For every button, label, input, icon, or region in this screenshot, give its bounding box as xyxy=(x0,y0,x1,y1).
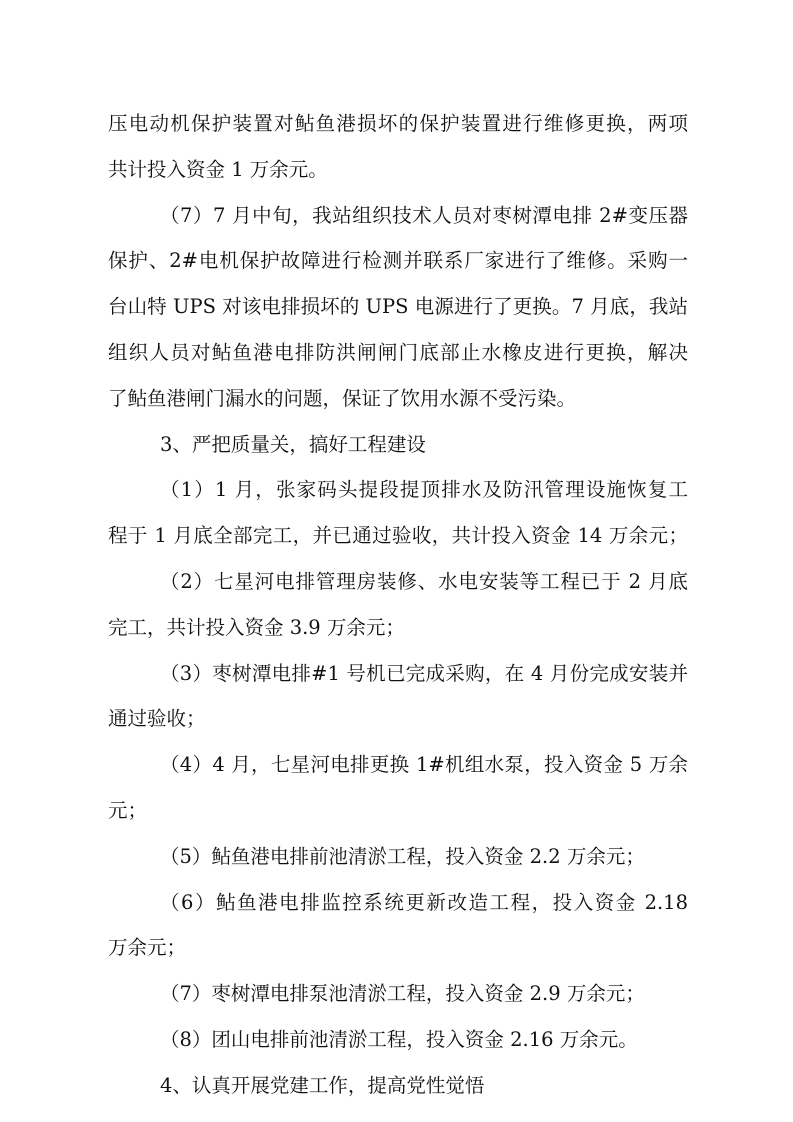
paragraph-line: 万余元； xyxy=(108,936,187,960)
paragraph-line: 台山特 UPS 对该电排损坏的 UPS 电源进行了更换。7 月底，我站 xyxy=(108,295,688,319)
paragraph-line: （7）枣树潭电排泵池清淤工程，投入资金 2.9 万余元； xyxy=(160,982,645,1006)
paragraph-line: （7）7 月中旬，我站组织技术人员对枣树潭电排 2#变压器 xyxy=(160,203,688,227)
paragraph-line: 压电动机保护装置对鲇鱼港损坏的保护装置进行维修更换，两项 xyxy=(108,112,688,135)
paragraph-line: 程于 1 月底全部完工，并已通过验收，共计投入资金 14 万余元； xyxy=(108,524,688,548)
section-heading: 4、认真开展党建工作，提高党性觉悟 xyxy=(160,1073,485,1097)
paragraph-line: 共计投入资金 1 万余元。 xyxy=(108,157,328,181)
section-heading: 3、严把质量关，搞好工程建设 xyxy=(160,432,426,456)
paragraph-line: （3）枣树潭电排#1 号机已完成采购，在 4 月份完成安装并 xyxy=(160,661,688,685)
paragraph-line: （2）七星河电排管理房装修、水电安装等工程已于 2 月底 xyxy=(160,569,688,593)
paragraph-line: （1）1 月，张家码头提段提顶排水及防汛管理设施恢复工 xyxy=(160,478,688,502)
paragraph-line: （6）鲇鱼港电排监控系统更新改造工程，投入资金 2.18 xyxy=(160,890,688,914)
document-body xyxy=(108,101,688,1109)
paragraph-line: 组织人员对鲇鱼港电排防洪闸闸门底部止水橡皮进行更换，解决 xyxy=(108,340,688,364)
paragraph-line: （5）鲇鱼港电排前池清淤工程，投入资金 2.2 万余元； xyxy=(160,844,645,868)
paragraph-line: （8）团山电排前池清淤工程，投入资金 2.16 万余元。 xyxy=(160,1027,638,1051)
paragraph-line: 了鲇鱼港闸门漏水的问题，保证了饮用水源不受污染。 xyxy=(108,386,577,410)
paragraph-line: 完工，共计投入资金 3.9 万余元； xyxy=(108,615,405,639)
paragraph-line: 保护、2#电机保护故障进行检测并联系厂家进行了维修。采购一 xyxy=(108,249,688,273)
paragraph-line: （4）4 月，七星河电排更换 1#机组水泵，投入资金 5 万余 xyxy=(160,753,688,777)
paragraph-line: 元； xyxy=(108,798,148,822)
paragraph-line: 通过验收； xyxy=(108,707,206,731)
